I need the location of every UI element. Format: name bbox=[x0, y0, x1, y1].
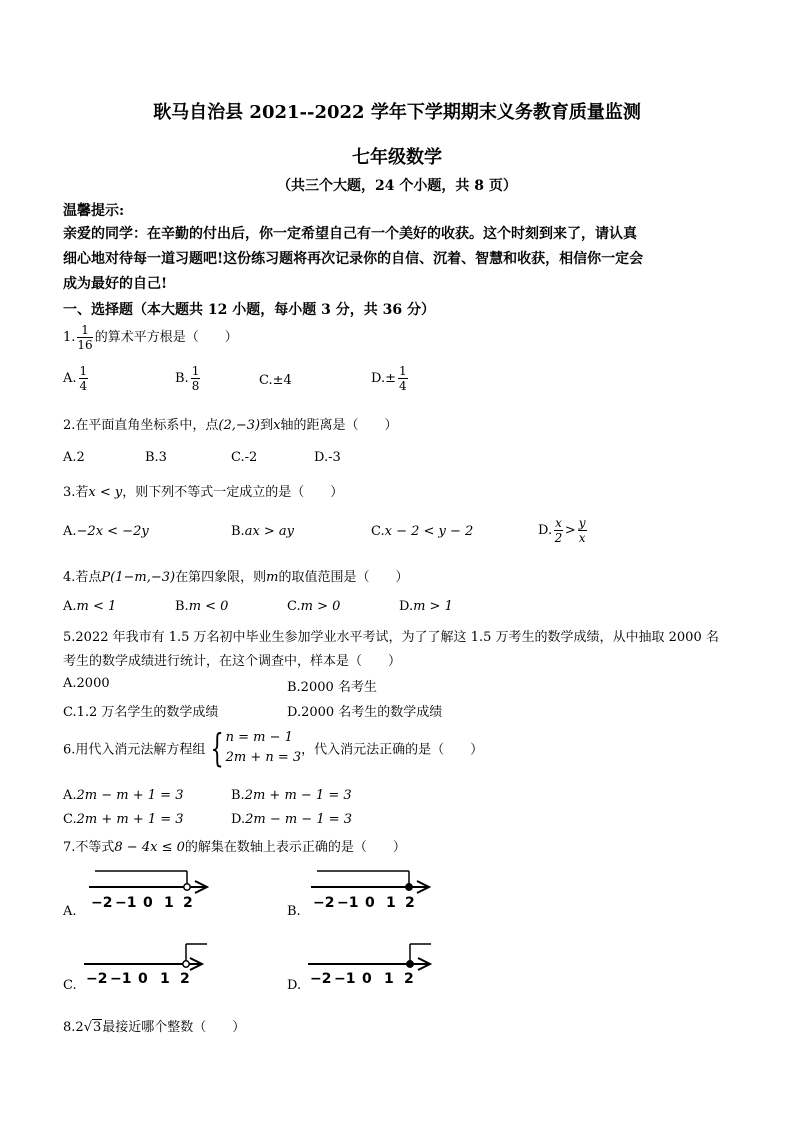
q5-line-1: 5.2022 年我市有 1.5 万名初中毕业生参加学业水平考试，为了了解这 1.5 万考生的数学成绩，从中抽取 2000 名 bbox=[63, 630, 719, 645]
q2-option-c: C.-2 bbox=[231, 450, 258, 465]
tips-line-3: 成为最好的自己! bbox=[63, 276, 168, 292]
q5-option-c: C.1.2 万名学生的数学成绩 bbox=[63, 705, 219, 720]
q4-option-c: C.m > 0 bbox=[287, 599, 341, 614]
question-2: 2.在平面直角坐标系中，点(2,−3)到x轴的距离是（ ） bbox=[63, 418, 398, 433]
svg-text:−2: −2 bbox=[310, 971, 332, 986]
q7-option-a-label: A. bbox=[63, 904, 77, 919]
q6-system: n = m − 1 2m + n = 3 bbox=[225, 730, 302, 765]
q5-option-d: D.2000 名考生的数学成绩 bbox=[287, 705, 443, 720]
q5-option-b: B.2000 名考生 bbox=[287, 680, 377, 695]
exam-info: （共三个大题，24 个小题，共 8 页） bbox=[277, 178, 517, 194]
question-8: 8.2√3最接近哪个整数（ ） bbox=[63, 1020, 246, 1035]
q1-option-d: D.± $\frac{1}{4}$ bbox=[371, 364, 407, 393]
q5-line-2: 考生的数学成绩进行统计，在这个调查中，样本是（ ） bbox=[63, 654, 402, 669]
svg-text:−2: −2 bbox=[313, 895, 335, 911]
q7-number-line-c bbox=[80, 936, 210, 986]
exam-subtitle: 七年级数学 bbox=[352, 147, 442, 168]
svg-text:−1: −1 bbox=[110, 971, 132, 986]
q4-option-b: B.m < 0 bbox=[175, 599, 229, 614]
q1-option-b: B. $\frac{1}{8}$ bbox=[175, 364, 200, 393]
svg-text:1: 1 bbox=[386, 895, 396, 911]
tips-heading: 温馨提示: bbox=[63, 203, 125, 219]
q6-brace: { bbox=[210, 726, 225, 770]
q5-option-a: A.2000 bbox=[63, 676, 110, 691]
svg-text:−1: −1 bbox=[115, 895, 137, 911]
q6-option-c: C.2m + m + 1 = 3 bbox=[63, 812, 184, 827]
q4-option-a: A.m < 1 bbox=[63, 599, 117, 614]
svg-text:0: 0 bbox=[362, 971, 372, 986]
question-1 bbox=[63, 323, 238, 352]
q3-option-c: C.x − 2 < y − 2 bbox=[371, 524, 474, 539]
q1-number: 1. bbox=[63, 330, 76, 345]
tips-line-2: 细心地对待每一道习题吧!这份练习题将再次记录你的自信、沉着、智慧和收获，相信你一定会 bbox=[63, 251, 644, 267]
q3-option-a: A.−2x < −2y bbox=[63, 524, 149, 539]
svg-text:−1: −1 bbox=[337, 895, 359, 911]
svg-text:0: 0 bbox=[365, 895, 375, 911]
svg-text:−1: −1 bbox=[334, 971, 356, 986]
q6-option-a: A.2m − m + 1 = 3 bbox=[63, 788, 184, 803]
svg-text:0: 0 bbox=[143, 895, 153, 911]
svg-text:2: 2 bbox=[404, 971, 414, 986]
svg-text:−2: −2 bbox=[91, 895, 113, 911]
q1-fraction: $\frac{1}{16}$ bbox=[77, 323, 93, 352]
q7-number-line-b bbox=[307, 865, 437, 915]
exam-title: 耿马自治县 2021--2022 学年下学期期末义务教育质量监测 bbox=[153, 102, 641, 123]
sqrt-sign: √ bbox=[83, 1020, 92, 1035]
q6-option-d: D.2m − m − 1 = 3 bbox=[231, 812, 353, 827]
q4-option-d: D.m > 1 bbox=[399, 599, 453, 614]
svg-text:1: 1 bbox=[164, 895, 174, 911]
q1-option-c: C.±4 bbox=[259, 373, 292, 388]
q2-option-b: B.3 bbox=[145, 450, 167, 465]
q7-option-c-label: C. bbox=[63, 978, 77, 993]
question-7: 7.不等式8 − 4x ≤ 0的解集在数轴上表示正确的是（ ） bbox=[63, 840, 406, 855]
svg-text:1: 1 bbox=[384, 971, 394, 986]
q6-option-b: B.2m + m − 1 = 3 bbox=[231, 788, 352, 803]
q7-number-line-d bbox=[304, 936, 439, 986]
q1-text: 的算术平方根是（ ） bbox=[94, 330, 238, 345]
section-heading: 一、选择题（本大题共 12 小题，每小题 3 分，共 36 分） bbox=[63, 302, 435, 318]
q7-option-d-label: D. bbox=[287, 978, 302, 993]
svg-text:−2: −2 bbox=[86, 971, 108, 986]
q2-option-d: D.-3 bbox=[314, 450, 341, 465]
question-6: 6.用代入消元法解方程组 { n = m − 1 2m + n = 3 ，代入消元法正确的是（ ） bbox=[63, 726, 484, 770]
svg-text:1: 1 bbox=[160, 971, 170, 986]
q3-option-d: D. $\frac{x}{2}$ > $\frac{y}{x}$ bbox=[538, 516, 586, 545]
tips-line-1: 亲爱的同学：在辛勤的付出后，你一定希望自己有一个美好的收获。这个时刻到来了，请认真 bbox=[63, 226, 637, 242]
q3-option-b: B.ax > ay bbox=[231, 524, 295, 539]
svg-text:2: 2 bbox=[180, 971, 190, 986]
q7-option-b-label: B. bbox=[287, 904, 301, 919]
question-4: 4.若点P(1−m,−3)在第四象限，则m的取值范围是（ ） bbox=[63, 570, 409, 585]
svg-text:0: 0 bbox=[138, 971, 148, 986]
q1-option-a: A. $\frac{1}{4}$ bbox=[63, 364, 88, 393]
q2-option-a: A.2 bbox=[63, 450, 85, 465]
question-3: 3.若x < y，则下列不等式一定成立的是（ ） bbox=[63, 485, 344, 500]
svg-text:2: 2 bbox=[183, 895, 193, 911]
q7-number-line-a bbox=[85, 865, 215, 915]
svg-text:2: 2 bbox=[405, 895, 415, 911]
